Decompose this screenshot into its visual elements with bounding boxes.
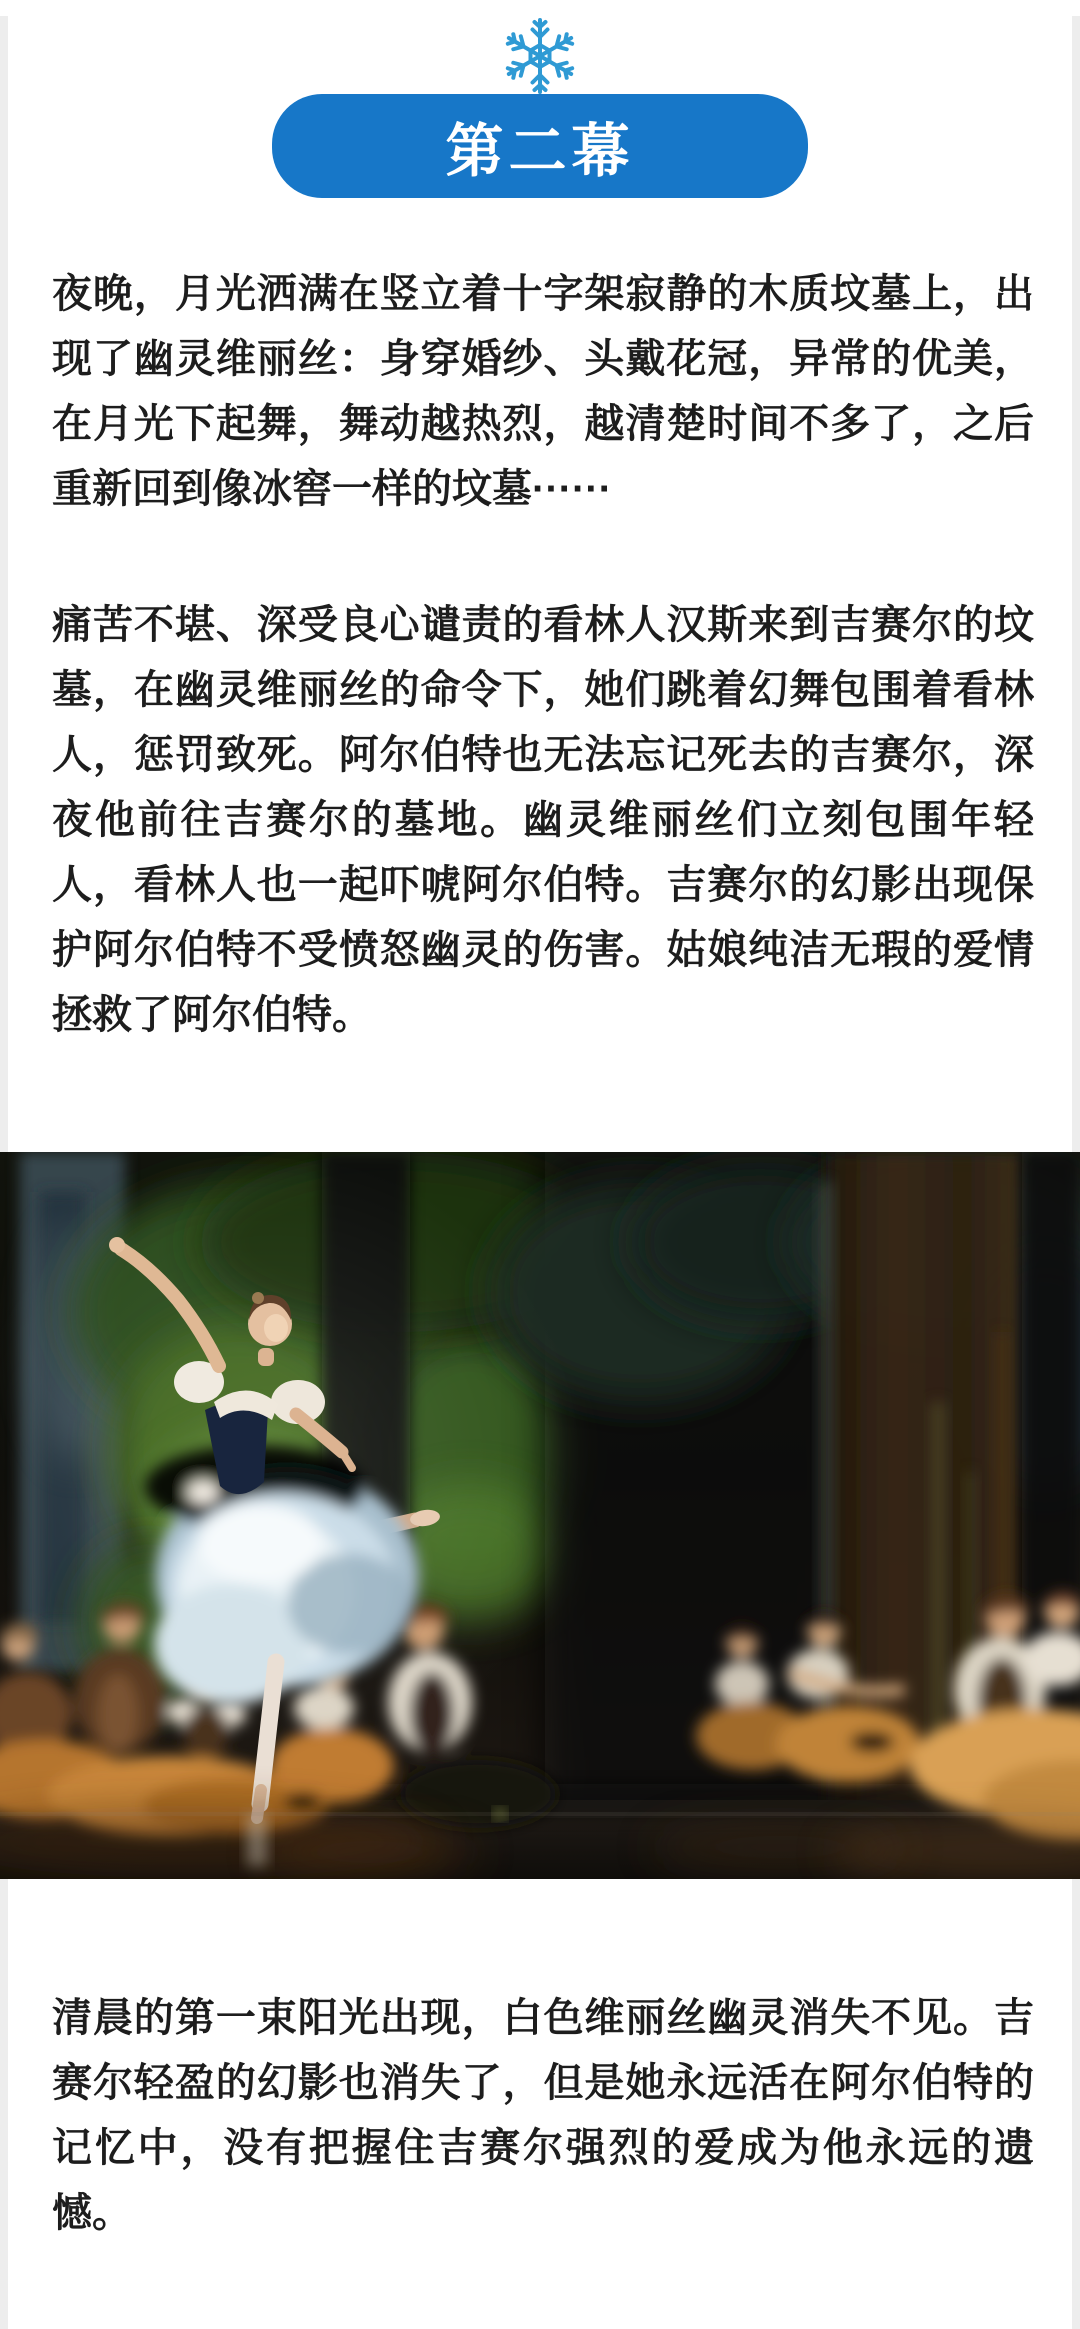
act-badge-label: 第二幕 [445,119,635,184]
synopsis-paragraph-2: 痛苦不堪、深受良心谴责的看林人汉斯来到吉赛尔的坟墓，在幽灵维丽丝的命令下，她们跳着幻舞包围着看林人，惩罚致死。阿尔伯特也无法忘记死去的吉赛尔，深夜他前往吉赛尔的墓地。幽灵维丽丝们立刻包围年轻人，看林人也一起吓唬阿尔伯特。吉赛尔的幻影出现保护阿尔伯特不受愤怒幽灵的伤害。姑娘纯洁无瑕的爱情拯救了阿尔伯特。 [52,603,1034,1037]
act-badge [272,94,808,198]
ballet-stage-photo [0,1152,1080,1879]
synopsis-paragraph-3: 清晨的第一束阳光出现，白色维丽丝幽灵消失不见。吉赛尔轻盈的幻影也消失了，但是她永远活在阿尔伯特的记忆中，没有把握住吉赛尔强烈的爱成为他永远的遗憾。 [52,1996,1034,2235]
snowflake-icon [500,16,580,96]
synopsis-paragraph-1: 夜晚，月光洒满在竖立着十字架寂静的木质坟墓上，出现了幽灵维丽丝：身穿婚纱、头戴花冠，异常的优美，在月光下起舞，舞动越热烈，越清楚时间不多了，之后重新回到像冰窖一样的坟墓······ [52,272,1034,511]
article-page [0,16,1080,2246]
